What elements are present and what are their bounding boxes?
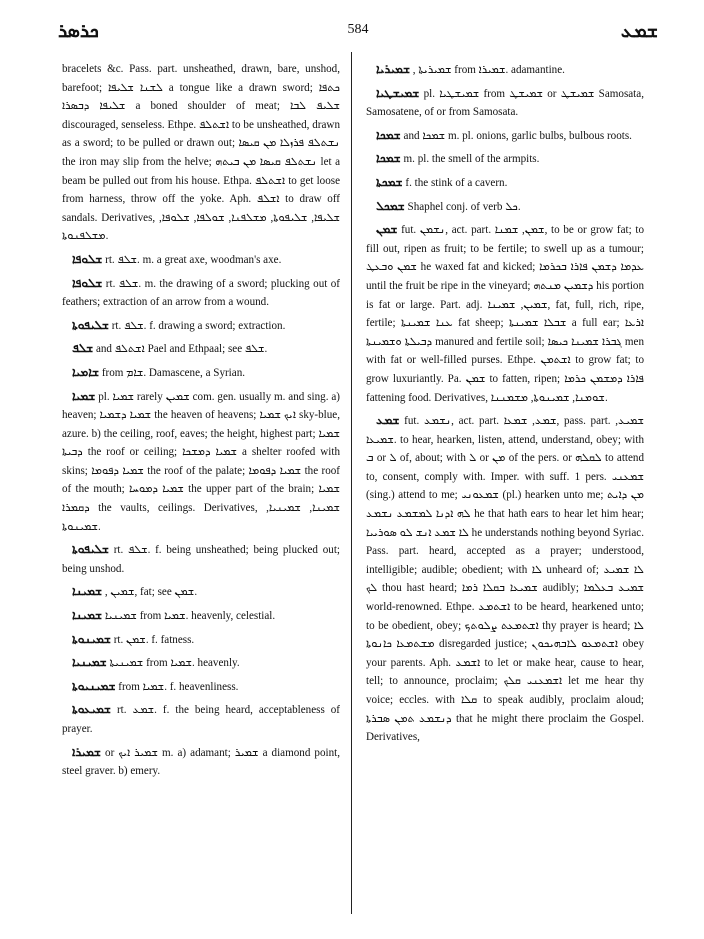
entry-headword: ܫܡܟܬܐ — [376, 174, 403, 189]
entry-text: , ܫܡܝܪܝܬܐ from ܫܡܝܪܐ. adamantine. — [412, 64, 565, 76]
dictionary-entry — [62, 606, 340, 626]
entry-headword: ܫܡܝܪܐ — [72, 744, 101, 759]
entry-headword: ܫܐܡܝܐ — [72, 364, 100, 379]
entry-text: rt. ܫܠܦ. f. drawing a sword; extraction. — [111, 319, 286, 332]
dictionary-entry — [62, 630, 340, 650]
dictionary-entry — [62, 653, 340, 673]
entry-text: rt. ܫܠܦ. f. being unsheathed; being plucked out; being unshod. — [62, 544, 340, 575]
dictionary-entry — [366, 84, 644, 122]
entry-text: pl. ܫܡܝܐ rarely ܫܡܝܢ com. gen. usually m. and sing. a) heaven; ܫܡܝܐ ܕܫܡܝܐ the heaven of heavens; ܐܝܟ ܫܡܝܐ sky-blue, azure. b) the ceiling, roof, eaves; the height, highest part; ܫܡܝܐ ܕܒܝܬܐ the roof or ceiling; ܫܡܝܐ ܕܡܫܟܐ a shelter roofed with skins; ܫܡܝܐ ܕܦܘܡܐ the roof of the palate; ܫܡܝܐ ܕܦܘܡܐ the roof of the mouth; ܫܡܝܐ ܕܡܘܚܐ the upper part of the brain; ܫܡܝܐ ܕܩܡܪܐ the vaults, ceilings. Derivatives, ܫܡܝܢܐ, ܫܡܝܢܝܐ, ܫܡܝܢܘܬܐ. — [62, 390, 341, 533]
entry-text: rt. ܫܠܦ. m. a great axe, woodman's axe. — [105, 253, 282, 266]
entry-text: f. the stink of a cavern. — [405, 176, 508, 189]
entry-text: from ܫܡܝܐ. f. heavenliness. — [118, 680, 239, 693]
entry-text: rt. ܫܡܢ. f. fatness. — [113, 633, 195, 646]
entry-text: , ܫܡܝܢ, fat; see ܫܡܢ. — [104, 586, 198, 599]
entry-text: Shaphel conj. of verb ܟܠ. — [407, 200, 521, 213]
entry-headword: ܫܡܟܠ — [376, 198, 405, 213]
entry-text: rt. ܫܡܥ. f. the being heard, acceptableness of prayer. — [62, 704, 341, 735]
dictionary-entry — [62, 700, 340, 738]
entry-headword: ܫܡܝܢܘܬܐ — [72, 631, 111, 646]
entry-text: pl. ܫܡܝܫܛܝܐ from ܫܡܝܫܛ or ܫܡܝܫܛ Samosata, Samosatene, of or from Samosata. — [366, 87, 644, 119]
entry-headword: ܫܡܟܐ — [376, 127, 401, 142]
entry-headword: ܫܡܝܐ — [72, 388, 96, 403]
guide-word-right: ܫܡܥ — [620, 20, 658, 42]
entry-headword: ܫܡܥ — [376, 413, 400, 428]
dictionary-entry — [366, 149, 644, 169]
entry-headword: ܫܠܦ — [72, 341, 94, 356]
entry-headword: ܫܡܝܥܘܬܐ — [72, 702, 111, 717]
entry-headword: ܫܠܝܦܘܬܐ — [72, 542, 109, 557]
entry-text: fut. ܢܫܡܥ, act. part. ܫܡܥ, ܫܡܥܐ, pass. part. ܫܡܝܥ, ܫܡܝܥܐ. to hear, hearken, listen, attend, understand, obey; with ܒ or ܠ of, about; with ܠ or ܡܢ of the pers. or ܠܩܠܗ to attend to, consent, comply with. Imper. with suff. 1 pers. ܫܡܥܢܝ (sing.) attend to me; ܫܡܥܘܢܝ (pl.) hearken unto me; ܡܢ ܕܐܝܬ ܠܗ ܐܕܢܐ ܠܡܫܡܥ ܢܫܡܥ he that hath ears to hear let him hear; ܠܐ ܫܡܥ ܐܢܫ ܠܘ ܣܘܪܝܝܐ he understands nothing beyond Syriac. Pass. part. heard, accepted as a prayer; understood, intelligible; audible; obedient; with ܠܐ unheard of; ܠܐ ܫܡܝܥ ܠܟ thou hast heard; ܫܡܝܥܐ ܒܩܠܐ ܪܡܐ audibly; ܫܡܝܥ ܒܥܠܡܐ world-renowned. Ethpe. ܐܫܬܡܥ to be heard, hearkened unto; to be obedient, obey; ܐܫܬܡܥܬ ܨܠܘܬܟ thy prayer is heard; ܠܐ ܡܫܬܡܥܐ ܟܐܢܘܬܐ disregarded justice; ܐܫܬܡܥܘ ܠܐܒܗܝܟܘܢ obey your parents. Aph. ܐܫܡܥ to let or make hear, cause to hear, tell; to announce, proclaim; ܐܫܡܥܢܝ ܩܠܟ let me hear thy voice; eccles. with ܩܠܐ to speak audibly, proclaim aloud; ܕܢܫܡܥ ܬܡܢ ܣܒܪܬܐ that he might there proclaim the Gospel. Derivatives, — [366, 415, 645, 744]
entry-headword: ܫܠܘܦܐ — [72, 275, 103, 290]
dictionary-entry — [62, 339, 340, 359]
entry-text: ܫܡܝܢܝܐ from ܫܡܝܐ. heavenly, celestial. — [104, 610, 276, 623]
entry-headword: ܫܠܝܦܘܬܐ — [72, 317, 109, 332]
dictionary-entry — [62, 677, 340, 697]
entry-headword: ܫܡܝܫܛܝܐ — [376, 85, 420, 100]
left-column — [62, 60, 340, 785]
dictionary-entry — [62, 250, 340, 270]
dictionary-entry — [62, 743, 340, 781]
entry-headword: ܫܠܘܦܐ — [72, 251, 103, 266]
entry-text: ܫܡܝܢܝܬܐ from ܫܡܝܐ. heavenly. — [109, 657, 240, 670]
dictionary-entry — [366, 197, 644, 217]
entry-headword: ܫܡܝܢܝܐ — [72, 655, 107, 670]
guide-word-left: ܟܪܣܪ — [58, 20, 99, 42]
dictionary-entry — [62, 540, 340, 578]
dictionary-entry — [62, 60, 340, 246]
entry-headword: ܫܡܝܪܝܐ — [376, 62, 411, 76]
dictionary-entry — [366, 220, 644, 407]
entry-text: m. pl. the smell of the armpits. — [403, 153, 540, 166]
entry-headword: ܫܡܝܢܐ — [72, 584, 103, 599]
entry-text: fut. ܢܫܡܢ, act. part. ܫܡܢ, ܫܡܢܐ, to be or grow fat; to fill out, ripen as fruit; to be fertile; to swell up as a tumour; ܫܡܢ ܘܒܥܛ he waxed fat and kicked; ܥܕܡܐ ܕܫܡܢ ܦܐܪܐ ܒܟܪܡܐ until the fruit be ripe in the vineyard; ܕܫܡܝܢ ܡܢܬܗ his portion is fat or large. Part. adj. ܫܡܝܢ, ܫܡܝܢܐ, fat, full, rich, ripe, fertile; ܥܢܐ ܫܡܝܢܬܐ fat sheep; ܫܒܠܐ ܫܡܝܢܬܐ a full ear; ܐܪܥܐ ܕܒܝܠܬܐ ܘܫܡܝܢܬܐ manured and fertile soil; ܓܒܪܐ ܫܡܝܢܐ ܟܝܣܐ men with fat or well-filled purses. Ethpe. ܐܫܬܡܢ to grow fat; to grow luxuriantly. Pa. ܫܡܢ to fatten, ripen; ܦܐܪܐ ܕܡܫܡܢ ܟܪܡܐ fattening food. Derivatives, ܫܘܡܢܐ, ܫܡܝܢܘܬܐ, ܡܫܡܢܢܐ. — [366, 224, 645, 404]
entry-text: rt. ܫܠܦ. m. the drawing of a sword; plucking out of feathers; extraction of an arrow from a wound. — [62, 277, 341, 309]
page-number: 584 — [347, 22, 369, 37]
entry-headword: ܫܡܟܐ — [376, 151, 401, 166]
entry-text: and ܫܡܟܐ m. pl. onions, garlic bulbs, bulbous roots. — [403, 129, 632, 142]
dictionary-entry — [366, 173, 644, 193]
dictionary-entry — [62, 316, 340, 336]
entry-text: or ܫܡܝܪ ܐܝܟ m. a) adamant; ܫܡܝܪ a diamond point, steel graver. b) emery. — [62, 746, 341, 778]
entry-headword: ܫܡܢ — [376, 222, 398, 237]
entry-text: and ܐܫܬܠܦ Pael and Ethpaal; see ܫܠܦ. — [95, 343, 268, 356]
dictionary-entry — [62, 582, 340, 602]
dictionary-entry — [366, 60, 644, 80]
column-divider — [351, 52, 352, 914]
dictionary-entry — [366, 126, 644, 146]
entry-headword: ܫܡܝܢܝܘܬܐ — [72, 678, 116, 693]
dictionary-entry — [62, 363, 340, 383]
entry-text: bracelets &c. Pass. part. unsheathed, drawn, bare, unshod, barefoot; ܠܫܢܐ ܫܠܝܦܐ a tongue like a drawn sword; ܟܬܦܐ ܫܠܝܦܐ ܕܒܣܪܐ a boned shoulder of meat; ܫܠܝܦ ܠܒܐ discouraged, senseless. Ethpe. ܐܫܬܠܦ to be unsheathed, drawn as a sword; to be pulled or drawn out; ܢܫܬܠܦ ܦܪܙܠܐ ܡܢ ܩܝܣܐ the iron may slip from the helve; ܢܫܬܠܦ ܩܝܣܐ ܡܢ ܒܝܬܗ let a beam be pulled out from his house. Ethpa. ܐܫܬܠܦ to get loose from harness, throw off the yoke. Aph. ܐܫܠܦ to draw off sandals. Derivatives, ܫܠܝܦܐ, ܫܠܝܦܘܬܐ, ܡܫܠܦܢܐ, ܫܘܠܦܐ, ܫܠܘܦܐ, ܡܫܠܦܢܘܬܐ. — [62, 63, 341, 243]
dictionary-entry — [366, 411, 644, 747]
entry-headword: ܫܡܝܢܐ — [72, 608, 103, 623]
page-header — [58, 18, 658, 44]
dictionary-entry — [62, 387, 340, 537]
dictionary-entry — [62, 274, 340, 312]
right-column — [366, 60, 644, 751]
entry-text: from ܫܐܡ. Damascene, a Syrian. — [101, 366, 246, 379]
